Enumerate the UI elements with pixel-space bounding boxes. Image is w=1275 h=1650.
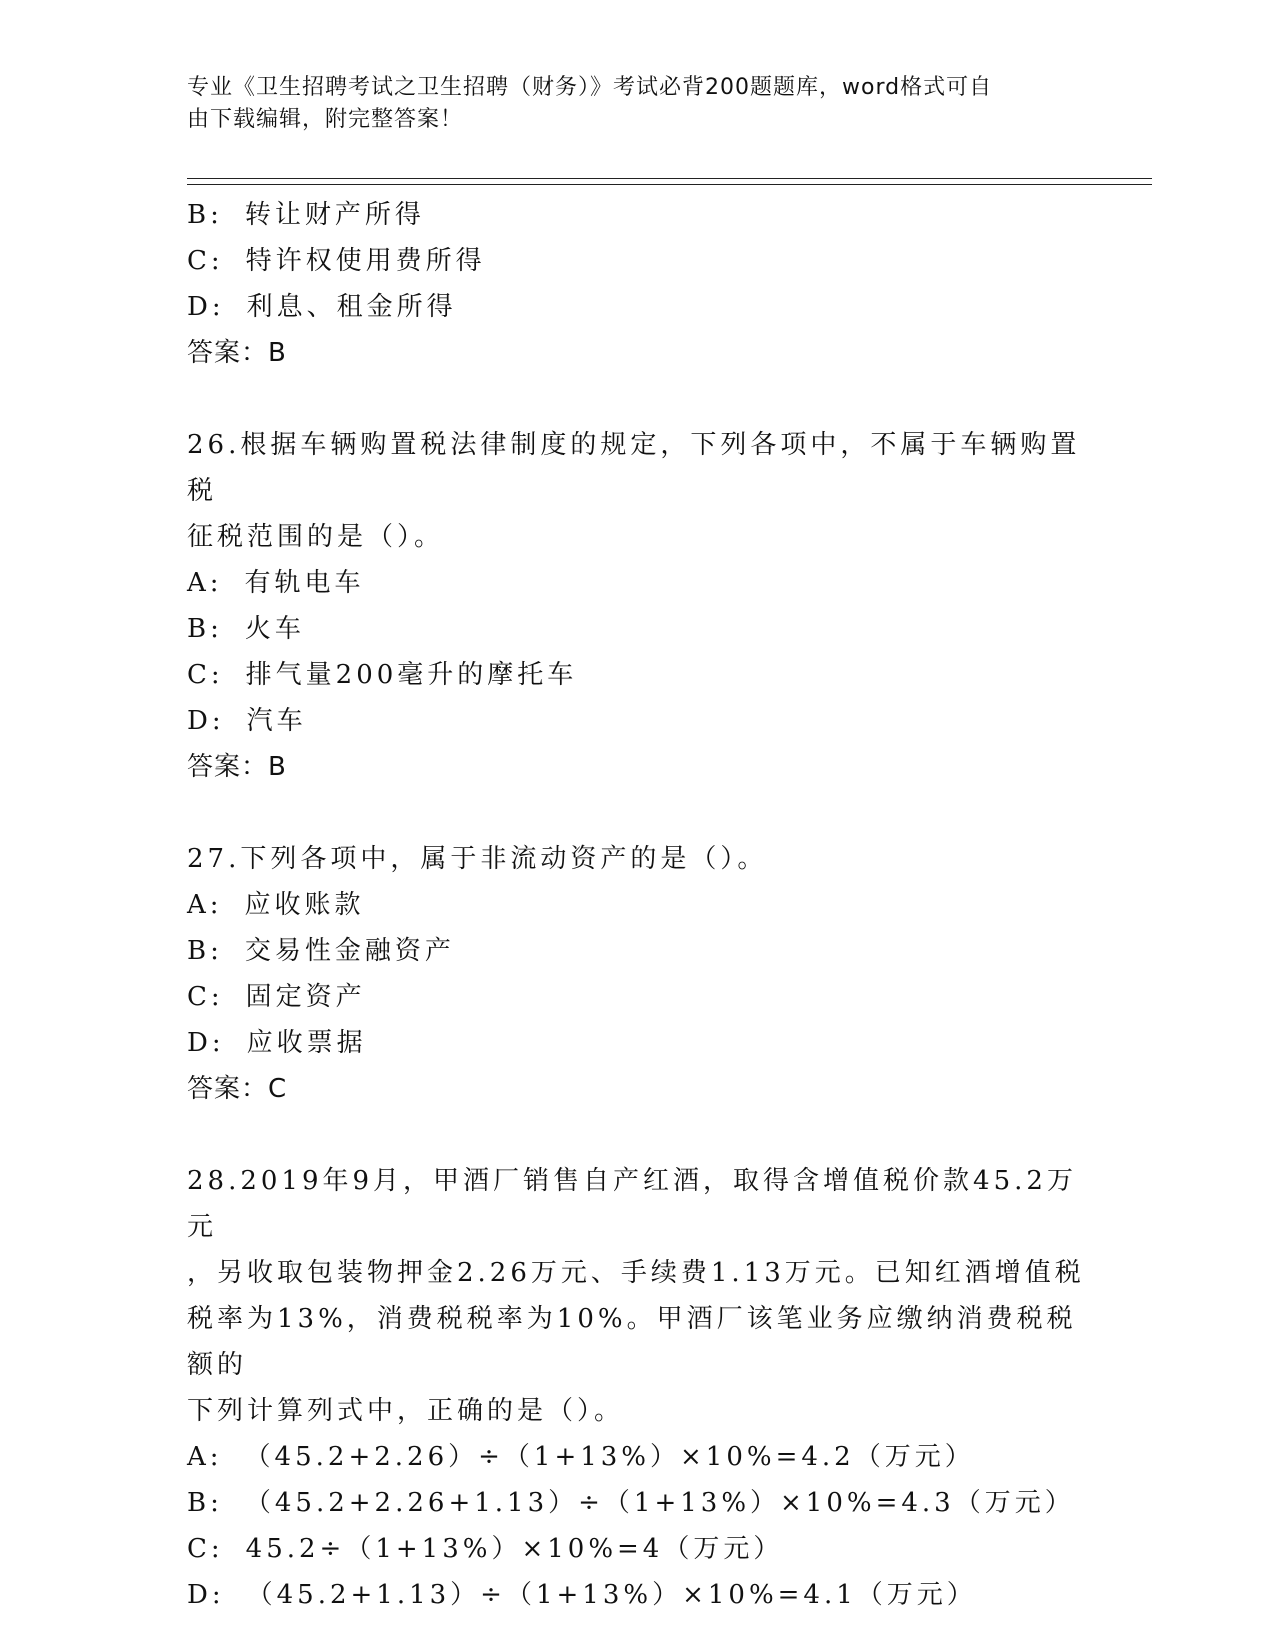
option-d [187,1020,1087,1066]
question-text-line-1: 27.下列各项中，属于非流动资产的是（）。 [187,844,768,874]
option-a [187,560,1087,606]
option-d [187,284,1087,330]
option-key: A: [187,1442,223,1472]
option-key: C: [187,1534,224,1564]
option-text: 特许权使用费所得 [245,246,486,276]
header-line-1: 专业《卫生招聘考试之卫生招聘（财务）》考试必背200题题库，word格式可自 [187,75,993,100]
option-key: C: [187,982,224,1012]
option-b [187,1480,1087,1526]
question-text-line-3: 税率为13%，消费税税率为10%。甲酒厂该笔业务应缴纳消费税税额的 [187,1304,1077,1380]
question-28-block [187,1158,1087,1618]
option-text: 利息、租金所得 [246,292,457,322]
option-key: B: [187,200,223,230]
question-25-block [187,192,1087,376]
option-key: B: [187,1488,223,1518]
document-header [187,72,1067,136]
option-d [187,1572,1087,1618]
option-text: 应收票据 [246,1028,367,1058]
option-key: C: [187,660,224,690]
option-b [187,606,1087,652]
option-text: 汽车 [246,706,307,736]
question-text-line-4: 下列计算列式中，正确的是（）。 [187,1396,625,1426]
option-text: 固定资产 [245,982,366,1012]
question-26-block [187,422,1087,790]
option-key: A: [187,890,223,920]
spacer [187,376,1087,422]
option-c [187,238,1087,284]
option-key: D: [187,706,225,736]
option-text: 应收账款 [244,890,365,920]
option-a [187,1434,1087,1480]
header-line-2: 由下载编辑，附完整答案！ [187,107,464,132]
question-27-block [187,836,1087,1112]
option-a [187,882,1087,928]
question-text-line-1: 28.2019年9月，甲酒厂销售自产红酒，取得含增值税价款45.2万元 [187,1166,1077,1242]
option-text: 交易性金融资产 [244,936,455,966]
answer-line: 答案：B [187,338,287,368]
option-c [187,1526,1087,1572]
option-text: （45.2+1.13）÷（1+13%）×10%=4.1（万元） [246,1580,977,1610]
option-text: 有轨电车 [244,568,365,598]
option-text: 火车 [244,614,305,644]
option-text: 45.2÷（1+13%）×10%=4（万元） [245,1534,784,1564]
document-body [187,192,1087,1618]
option-b [187,928,1087,974]
option-text: 转让财产所得 [244,200,425,230]
option-key: D: [187,292,225,322]
option-text: （45.2+2.26）÷（1+13%）×10%=4.2（万元） [244,1442,975,1472]
option-text: （45.2+2.26+1.13）÷（1+13%）×10%=4.3（万元） [244,1488,1075,1518]
question-text-line-2: ，另收取包装物押金2.26万元、手续费1.13万元。已知红酒增值税 [187,1258,1085,1288]
spacer [187,790,1087,836]
option-key: C: [187,246,224,276]
spacer [187,1112,1087,1158]
option-key: B: [187,614,223,644]
option-key: B: [187,936,223,966]
option-d [187,698,1087,744]
header-divider-top [187,178,1152,179]
option-c [187,652,1087,698]
question-text-line-1: 26.根据车辆购置税法律制度的规定，下列各项中，不属于车辆购置税 [187,430,1081,506]
header-divider-bottom [187,184,1152,185]
question-text-line-2: 征税范围的是（）。 [187,522,445,552]
answer-line: 答案：B [187,752,287,782]
option-b [187,192,1087,238]
answer-line: 答案：C [187,1074,288,1104]
option-key: A: [187,568,223,598]
option-c [187,974,1087,1020]
option-key: D: [187,1580,225,1610]
option-key: D: [187,1028,225,1058]
option-text: 排气量200毫升的摩托车 [245,660,578,690]
